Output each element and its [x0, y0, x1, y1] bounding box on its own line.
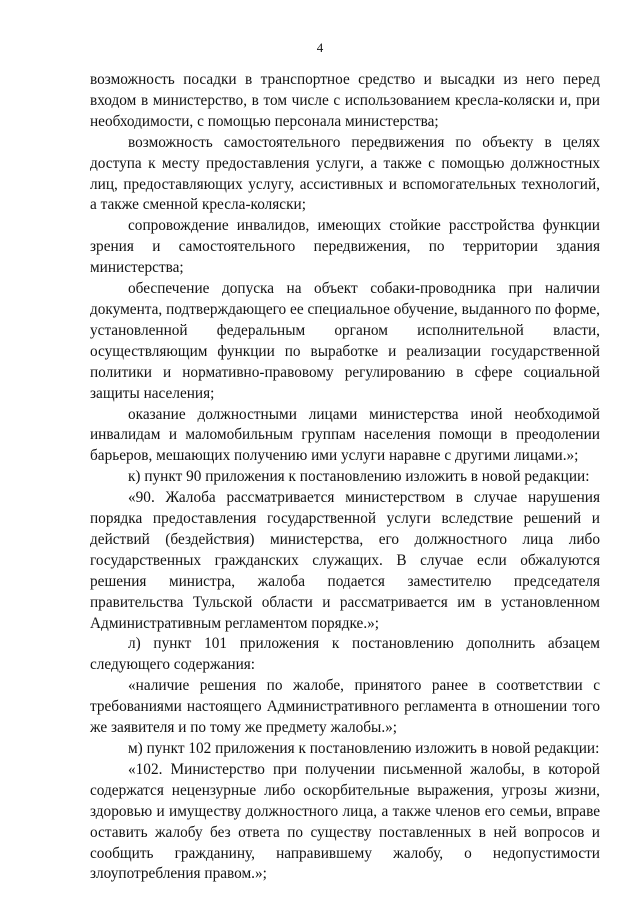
- paragraph-guide-dog-admission: обеспечение допуска на объект собаки-проводника при наличии документа, подтверждающего ее специальное обучение, выданного по форме, установленной федеральным органом исполнительной власти, осуществляющим функции по выработке и реализации государственной политики и нормативно-правовому регулированию в сфере социальной защиты населения;: [90, 280, 600, 402]
- paragraph-clause-101-addition: «наличие решения по жалобе, принятого ранее в соответствии с требованиями настоящего Административного регламента в отношении того же заявителя и по тому же предмету жалобы.»;: [90, 677, 600, 737]
- paragraph-item-m: м) пункт 102 приложения к постановлению изложить в новой редакции:: [128, 740, 600, 757]
- paragraph-independent-movement: возможность самостоятельного передвижения по объекту в целях доступа к месту предоставления услуги, а также с помощью должностных лиц, предоставляющих услугу, ассистивных и вспомогательных технологий, а также сменной кресла-коляски;: [90, 133, 600, 214]
- paragraph-item-l: л) пункт 101 приложения к постановлению дополнить абзацем следующего содержания:: [90, 635, 600, 674]
- page-number: 4: [316, 40, 324, 55]
- document-body: [90, 70, 600, 885]
- paragraph-clause-102: «102. Министерство при получении письменной жалобы, в которой содержатся нецензурные либо оскорбительные выражения, угрозы жизни, здоровью и имуществу должностного лица, а также членов его семьи, вправе оставить жалобу без ответа по существу поставленных в ней вопросов и сообщить гражданину, направившему жалобу, о недопустимости злоупотребления правом.»;: [90, 760, 600, 883]
- paragraph-officials-assistance: оказание должностными лицами министерства иной необходимой инвалидам и маломобильным группам населения помощи в преодолении барьеров, мешающих получению ими услуги наравне с другими лицами.»;: [90, 405, 600, 465]
- paragraph-boarding-access: возможность посадки в транспортное средство и высадки из него перед входом в министерство, в том числе с использованием кресла-коляски и, при необходимости, с помощью персонала министерства;: [90, 71, 600, 130]
- paragraph-clause-90: «90. Жалоба рассматривается министерством в случае нарушения порядка предоставления государственной услуги вследствие решений и действий (бездействия) министерства, его должностного лица либо государственных гражданских служащих. В случае если обжалуются решения министра, жалоба подается заместителю председателя правительства Тульской области и рассматривается им в установленном Административным регламентом порядке.»;: [90, 489, 600, 632]
- paragraph-item-k: к) пункт 90 приложения к постановлению изложить в новой редакции:: [128, 468, 590, 486]
- paragraph-escort-disabled: сопровождение инвалидов, имеющих стойкие расстройства функции зрения и самостоятельного передвижения, по территории здания министерства;: [90, 217, 600, 277]
